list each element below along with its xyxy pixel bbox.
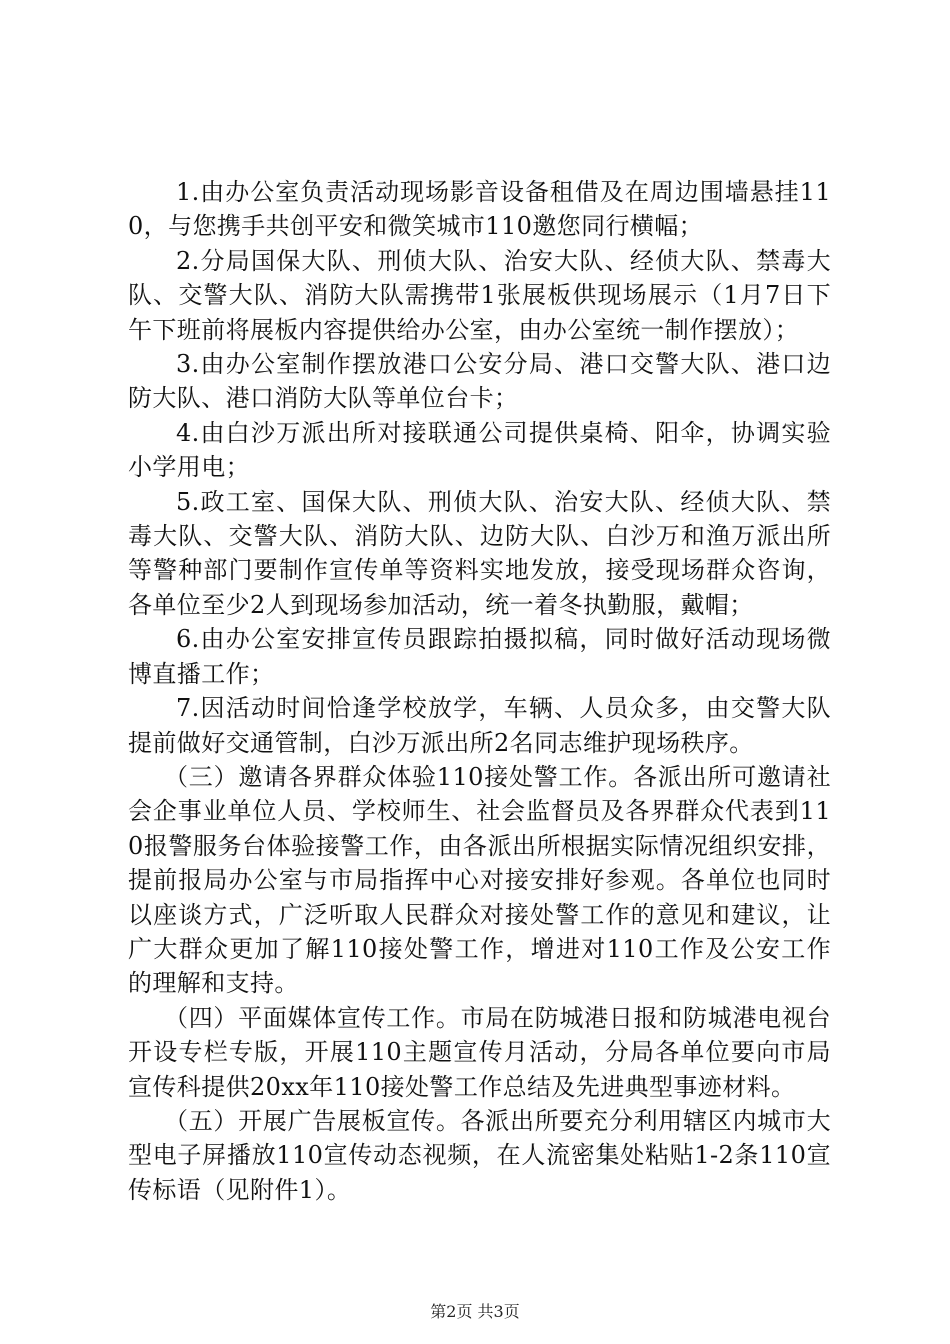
list-item-1: 1.由办公室负责活动现场影音设备租借及在周边围墙悬挂110，与您携手共创平安和微笑城市110邀您同行横幅； [128,178,831,241]
page-number-footer: 第2页 共3页 [430,1302,520,1321]
section-3-paragraph: （三）邀请各界群众体验110接处警工作。各派出所可邀请社会企事业单位人员、学校师生、社会监督员及各界群众代表到110报警服务台体验接警工作，由各派出所根据实际情况组织安排，提前报局办公室与市局指挥中心对接安排好参观。各单位也同时以座谈方式，广泛听取人民群众对接处警工作的意见和建议，让广大群众更加了解110接处警工作，增进对110工作及公安工作的理解和支持。 [128,762,831,998]
document-body [128,175,831,1207]
section-5-paragraph: （五）开展广告展板宣传。各派出所要充分利用辖区内城市大型电子屏播放110宣传动态视频，在人流密集处粘贴1-2条110宣传标语（见附件1）。 [128,1106,831,1204]
list-item-6: 6.由办公室安排宣传员跟踪拍摄拟稿，同时做好活动现场微博直播工作； [128,625,831,688]
list-item-4: 4.由白沙万派出所对接联通公司提供桌椅、阳伞，协调实验小学用电； [128,418,831,482]
list-item-7: 7.因活动时间恰逢学校放学，车辆、人员众多，由交警大队提前做好交通管制，白沙万派出所2名同志维护现场秩序。 [128,694,831,757]
list-item-2: 2.分局国保大队、刑侦大队、治安大队、经侦大队、禁毒大队、交警大队、消防大队需携带1张展板供现场展示（1月7日下午下班前将展板内容提供给办公室，由办公室统一制作摆放）； [128,246,831,344]
list-item-3: 3.由办公室制作摆放港口公安分局、港口交警大队、港口边防大队、港口消防大队等单位台卡； [128,350,831,413]
list-item-5: 5.政工室、国保大队、刑侦大队、治安大队、经侦大队、禁毒大队、交警大队、消防大队、边防大队、白沙万和渔万派出所等警种部门要制作宣传单等资料实地发放，接受现场群众咨询，各单位至少2人到现场参加活动，统一着冬执勤服，戴帽； [128,487,831,619]
section-4-paragraph: （四）平面媒体宣传工作。市局在防城港日报和防城港电视台开设专栏专版，开展110主题宣传月活动，分局各单位要向市局宣传科提供20xx年110接处警工作总结及先进典型事迹材料。 [128,1003,831,1101]
